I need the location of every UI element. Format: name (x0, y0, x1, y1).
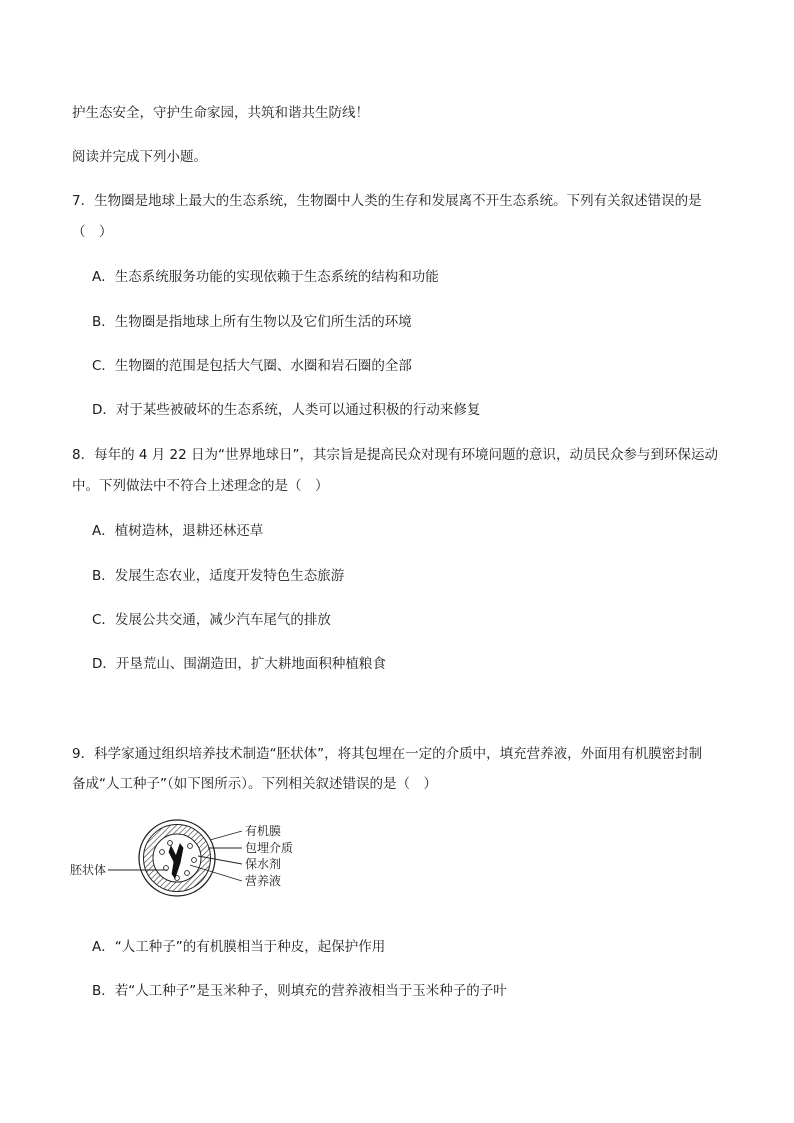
label-embryoid: 胚状体 (70, 863, 107, 877)
question-7-option-b: B．生物圈是指地球上所有生物以及它们所生活的环境 (92, 314, 412, 330)
question-8-stem-cont: 中。下列做法中不符合上述理念的是（ ） (72, 478, 329, 494)
intro-line-2: 阅读并完成下列小题。 (72, 149, 207, 165)
question-7-stem: 7．生物圈是地球上最大的生态系统，生物圈中人类的生存和发展离不开生态系统。下列有关叙述错误的是 (72, 193, 702, 209)
question-8-option-d: D．开垦荒山、围湖造田，扩大耕地面积种植粮食 (92, 656, 386, 672)
question-8-stem: 8．每年的 4 月 22 日为“世界地球日”，其宗旨是提高民众对现有环境问题的意识，动员民众参与到环保运动 (72, 447, 719, 463)
question-8-option-c: C．发展公共交通，减少汽车尾气的排放 (92, 612, 331, 628)
question-7-option-c: C．生物圈的范围是包括大气圈、水圈和岩石圈的全部 (92, 358, 412, 374)
intro-line-1: 护生态安全，守护生命家园，共筑和谐共生防线！ (72, 105, 369, 121)
question-9-option-b: B．若“人工种子”是玉米种子，则填充的营养液相当于玉米种子的子叶 (92, 983, 507, 999)
label-organic-membrane: 有机膜 (245, 824, 282, 838)
question-8-option-a: A．植树造林，退耕还林还草 (92, 523, 264, 539)
question-7-option-d: D．对于某些被破坏的生态系统，人类可以通过积极的行动来修复 (92, 402, 481, 418)
label-water-retaining-agent: 保水剂 (245, 857, 282, 871)
question-9-stem-cont: 备成“人工种子”（如下图所示）。下列相关叙述错误的是（ ） (72, 776, 437, 792)
label-nutrient-solution: 营养液 (245, 874, 282, 888)
question-7-option-a: A．生态系统服务功能的实现依赖于生态系统的结构和功能 (92, 269, 439, 285)
question-7-stem-cont: （ ） (72, 224, 113, 240)
question-8-option-b: B．发展生态农业，适度开发特色生态旅游 (92, 568, 345, 584)
label-embedding-medium: 包埋介质 (245, 841, 294, 855)
question-9-option-a: A．“人工种子”的有机膜相当于种皮，起保护作用 (92, 939, 386, 955)
question-9-stem: 9．科学家通过组织培养技术制造“胚状体”，将其包埋在一定的介质中，填充营养液，外面用有机膜密封制 (72, 746, 703, 762)
artificial-seed-diagram (70, 818, 310, 898)
